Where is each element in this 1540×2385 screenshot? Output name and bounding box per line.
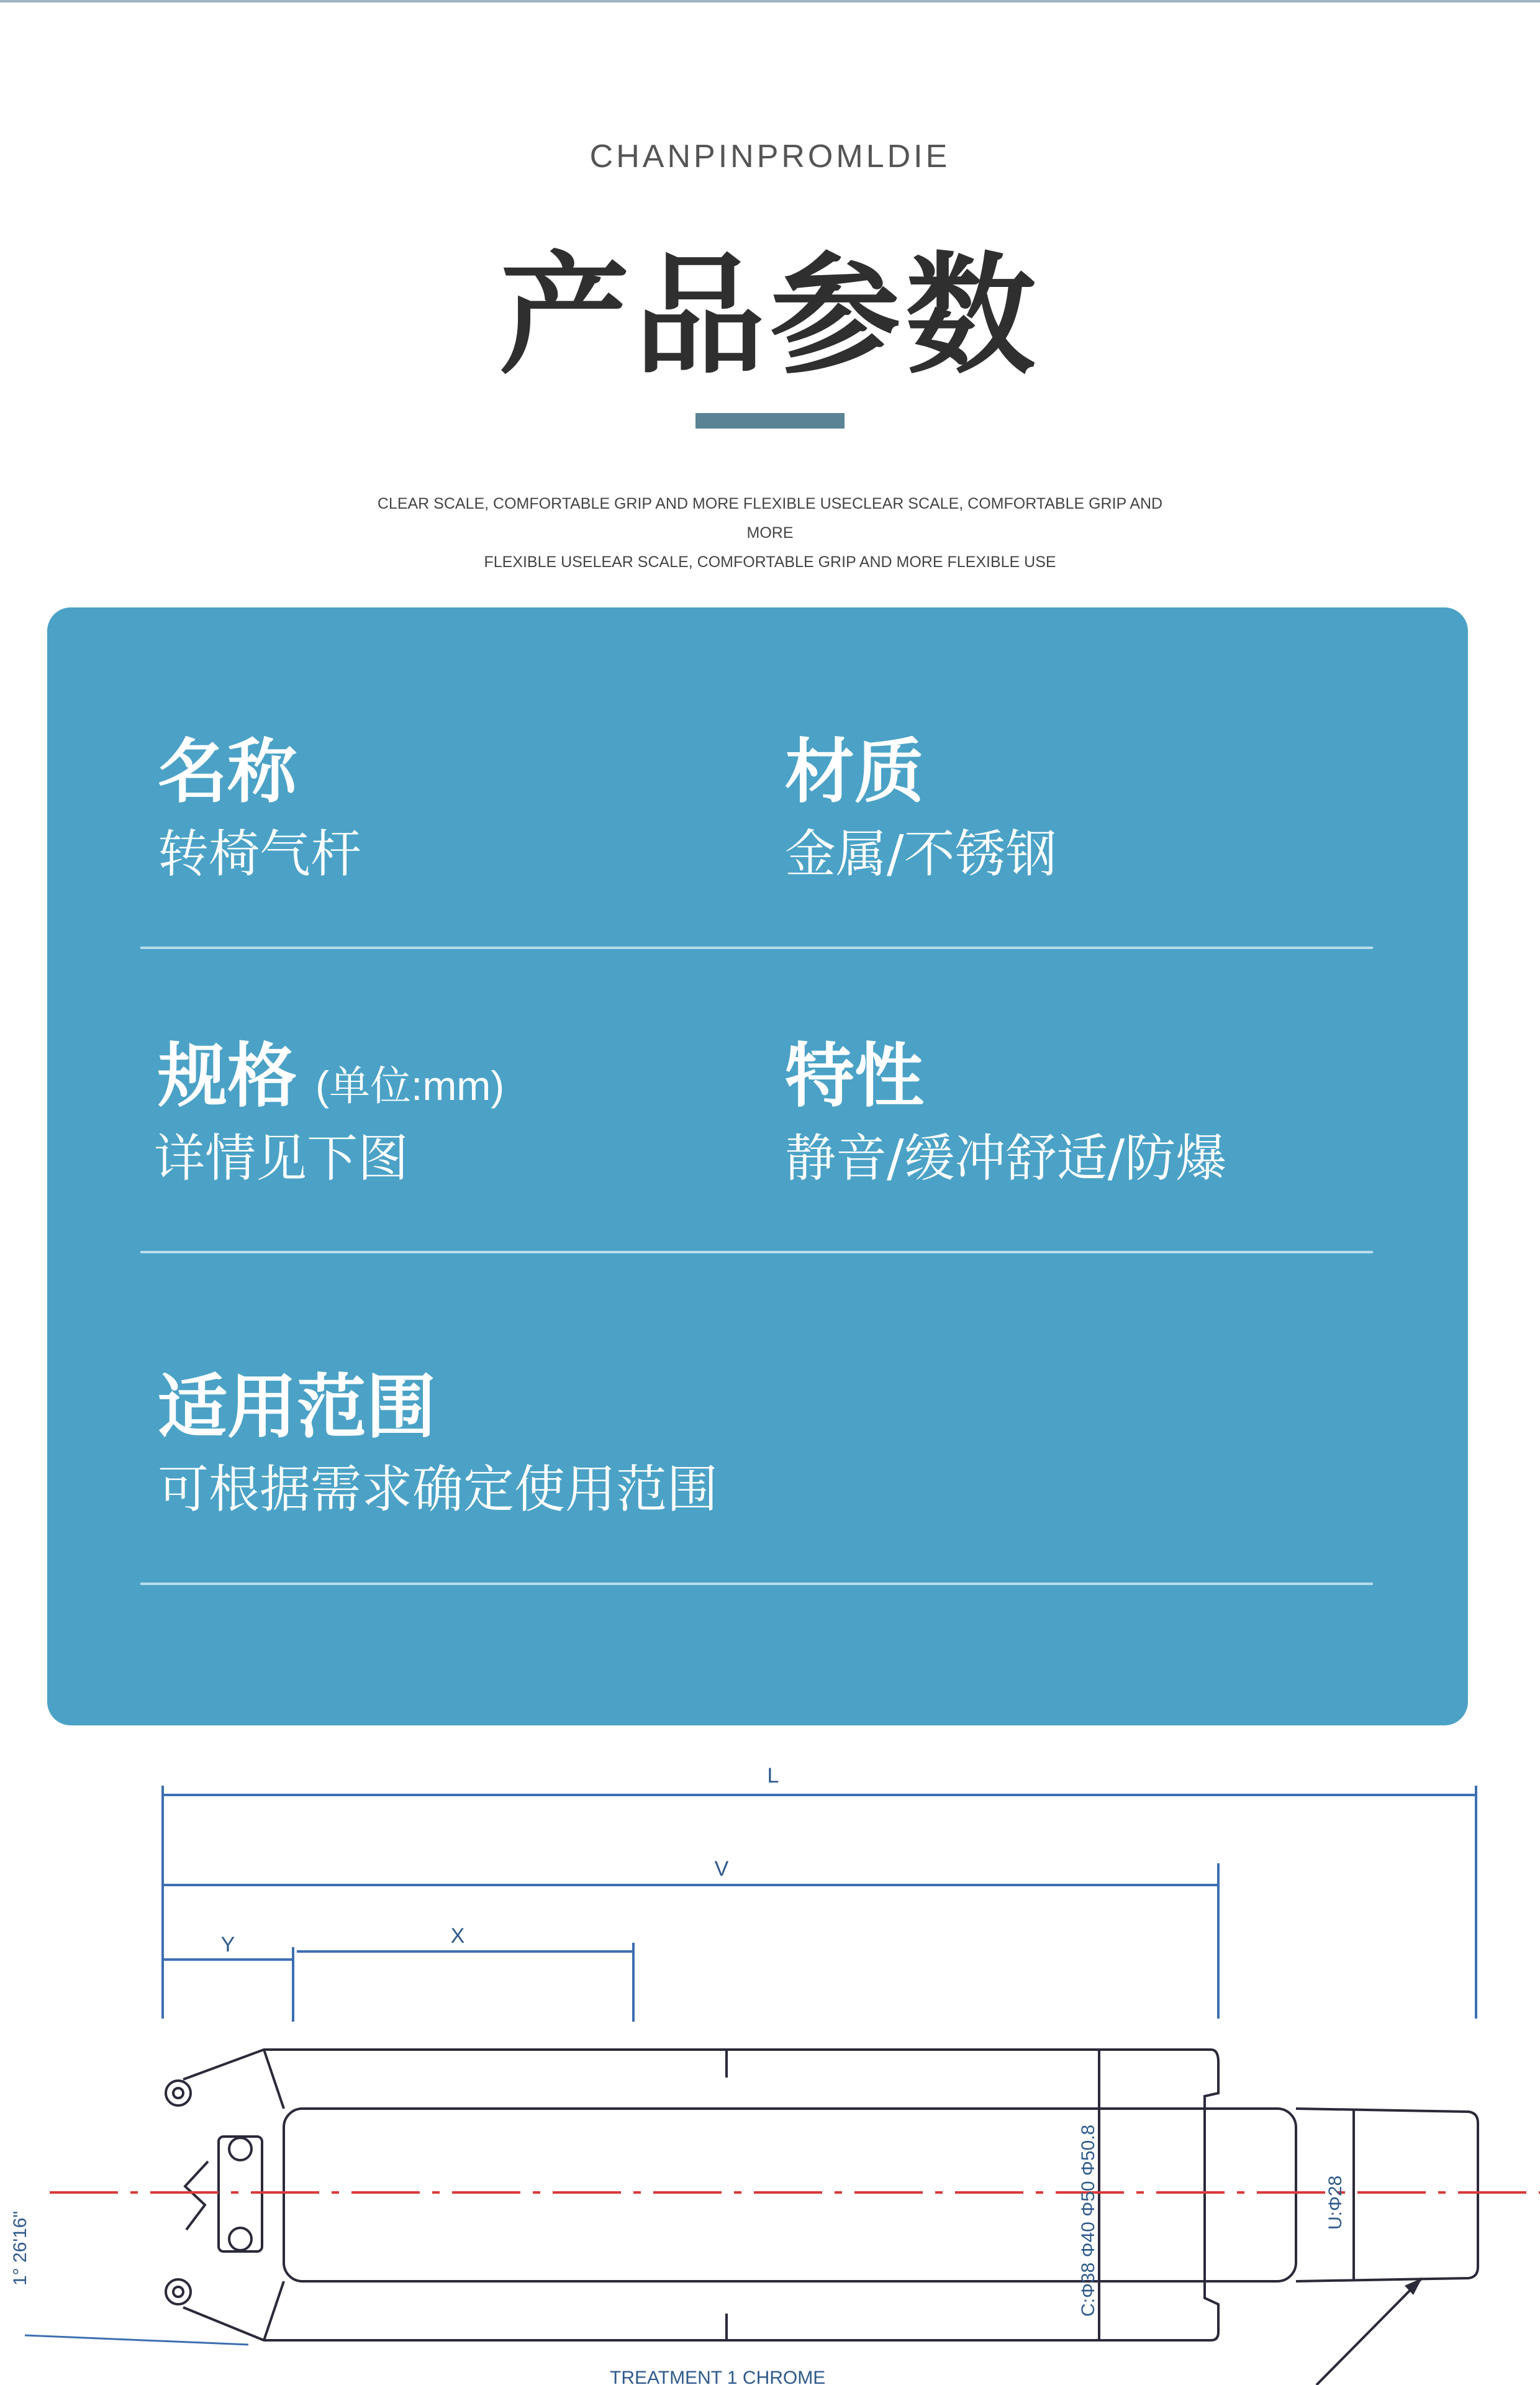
top-rule <box>0 0 1540 2</box>
angle-label: 1° 26'16" <box>10 2210 30 2286</box>
tagline-line-2: FLEXIBLE USELEAR SCALE, COMFORTABLE GRIP AND MORE FLEXIBLE USE <box>484 553 1056 571</box>
feature-label: 特性 <box>785 1036 924 1117</box>
tagline <box>360 489 1180 577</box>
name-value: 转椅气杆 <box>158 825 362 884</box>
scope-label: 适用范围 <box>158 1367 436 1448</box>
dim-label-x: X <box>450 1924 465 1948</box>
title-underline <box>695 413 845 429</box>
technical-drawing <box>0 1733 1540 2385</box>
tagline-line-1: CLEAR SCALE, COMFORTABLE GRIP AND MORE FLEXIBLE USECLEAR SCALE, COMFORTABLE GRIP AND MORE <box>377 495 1163 542</box>
spec-label-text: 规格 <box>158 1036 297 1117</box>
dim-label-l: L <box>767 1764 779 1788</box>
page-title: 产品参数 <box>499 240 1041 392</box>
feature-value: 静音/缓冲舒适/防爆 <box>785 1129 1227 1188</box>
angle-line <box>25 2335 248 2345</box>
leader-line <box>1316 2278 1422 2385</box>
name-label: 名称 <box>158 732 297 812</box>
u-diameter-label: U:Φ28 <box>1325 2175 1346 2230</box>
spec-label <box>158 1020 504 1120</box>
dim-label-v: V <box>714 1857 729 1881</box>
spec-unit: (单位:mm) <box>315 1063 505 1109</box>
separator-2 <box>140 1251 1373 1253</box>
eyebrow-text: CHANPINPROMLDIE <box>589 139 951 175</box>
material-value: 金属/不锈钢 <box>785 825 1057 884</box>
gas-spring-outline <box>166 2050 1478 2340</box>
separator-1 <box>140 947 1373 949</box>
diameter-label: C:Φ38 Φ40 Φ50 Φ50.8 <box>1078 2124 1098 2317</box>
spec-value: 详情见下图 <box>154 1129 409 1188</box>
scope-value: 可根据需求确定使用范围 <box>158 1460 718 1519</box>
material-label: 材质 <box>785 732 924 812</box>
separator-3 <box>140 1583 1373 1585</box>
dim-label-y: Y <box>220 1933 235 1956</box>
treatment-label: TREATMENT 1 CHROME <box>610 2368 826 2385</box>
params-card <box>47 607 1468 1725</box>
